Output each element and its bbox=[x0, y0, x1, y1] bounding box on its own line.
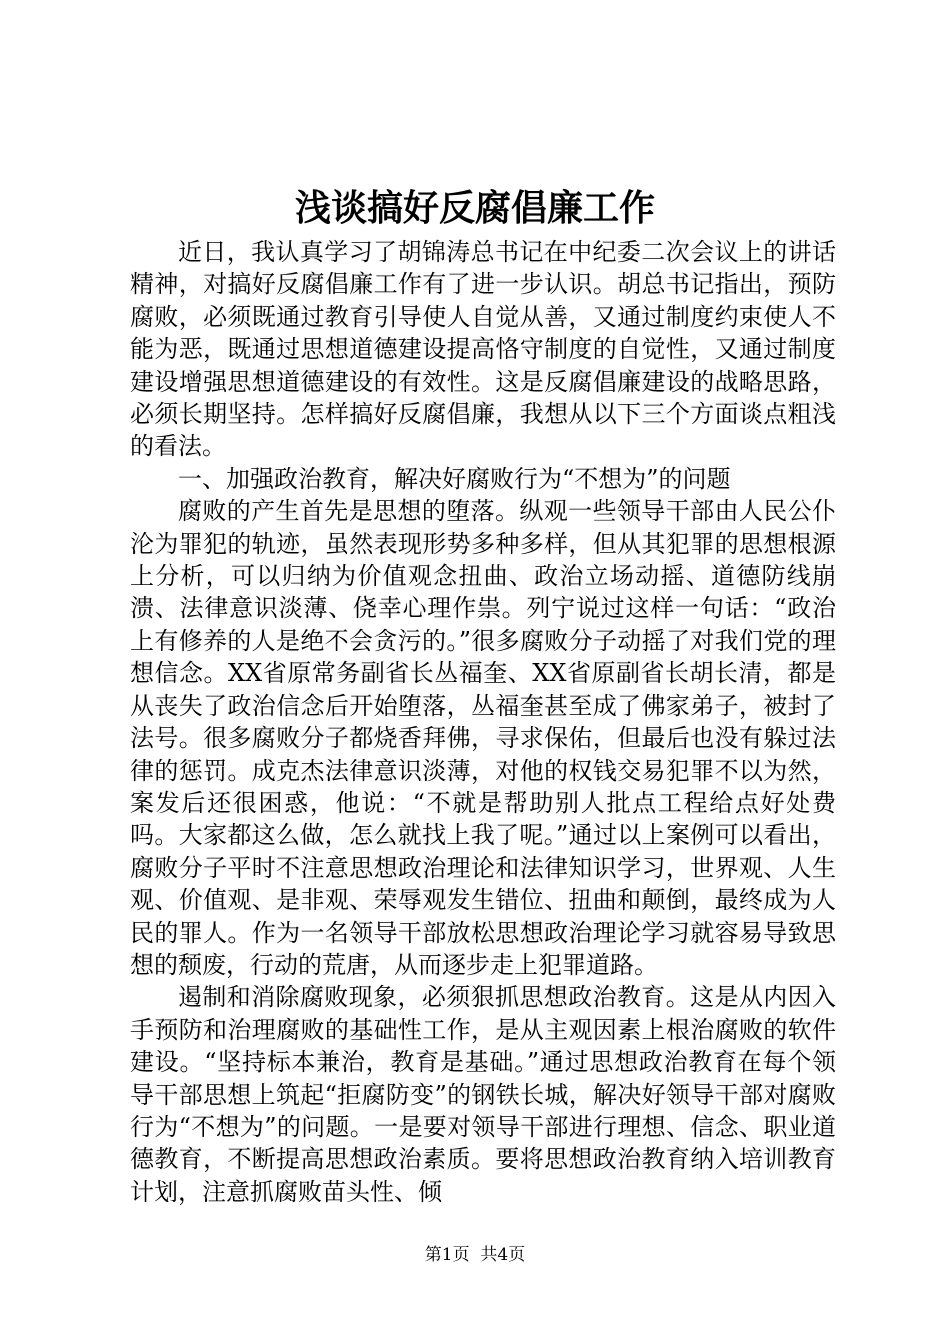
page-number: 第1页 bbox=[424, 1245, 470, 1265]
document-title: 浅谈搞好反腐倡廉工作 bbox=[294, 187, 655, 229]
paragraph-political-education: 遏制和消除腐败现象，必须狠抓思想政治教育。这是从内因入手预防和治理腐败的基础性工作，是从主观因素上根治腐败的软件建设。“坚持标本兼治，教育是基础。”通过思想政治教育在每个领导干部思想上筑起“拒腐防变”的钢铁长城，解决好领导干部对腐败行为“不想为”的问题。一是要对领导干部进行理想、信念、职业道德教育，不断提高思想政治素质。要将思想政治教育纳入培训教育计划，注意抓腐败苗头性、倾 bbox=[130, 983, 836, 1206]
page-total: 共4页 bbox=[480, 1245, 526, 1265]
paragraph-corruption-roots: 腐败的产生首先是思想的堕落。纵观一些领导干部由人民公仆沦为罪犯的轨迹，虽然表现形势多种多样，但从其犯罪的思想根源上分析，可以归纳为价值观念扭曲、政治立场动摇、道德防线崩溃、法律意识淡薄、侥幸心理作祟。列宁说过这样一句话：“政治上有修养的人是绝不会贪污的。”很多腐败分子动摇了对我们党的理想信念。XX省原常务副省长丛福奎、XX省原副省长胡长清，都是从丧失了政治信念后开始堕落，丛福奎甚至成了佛家弟子，被封了法号。很多腐败分子都烧香拜佛，寻求保佑，但最后也没有躲过法律的惩罚。成克杰法律意识淡薄，对他的权钱交易犯罪不以为然，案发后还很困惑，他说：“不就是帮助别人批点工程给点好处费吗。大家都这么做，怎么就找上我了呢。”通过以上案例可以看出，腐败分子平时不注意思想政治理论和法律知识学习，世界观、人生观、价值观、是非观、荣辱观发生错位、扭曲和颠倒，最终成为人民的罪人。作为一名领导干部放松思想政治理论学习就容易导致思想的颓废，行动的荒唐，从而逐步走上犯罪道路。 bbox=[130, 497, 836, 979]
paragraph-intro: 近日，我认真学习了胡锦涛总书记在中纪委二次会议上的讲话精神，对搞好反腐倡廉工作有了进一步认识。胡总书记指出，预防腐败，必须既通过教育引导使人自觉从善，又通过制度约束使人不能为恶，既通过思想道德建设提高恪守制度的自觉性，又通过制度建设增强思想道德建设的有效性。这是反腐倡廉建设的战略思路，必须长期坚持。怎样搞好反腐倡廉，我想从以下三个方面谈点粗浅的看法。 bbox=[130, 238, 836, 461]
document-body bbox=[130, 236, 836, 1208]
page-footer bbox=[0, 1243, 950, 1267]
section-heading-1: 一、加强政治教育，解决好腐败行为“不想为”的问题 bbox=[178, 464, 731, 493]
